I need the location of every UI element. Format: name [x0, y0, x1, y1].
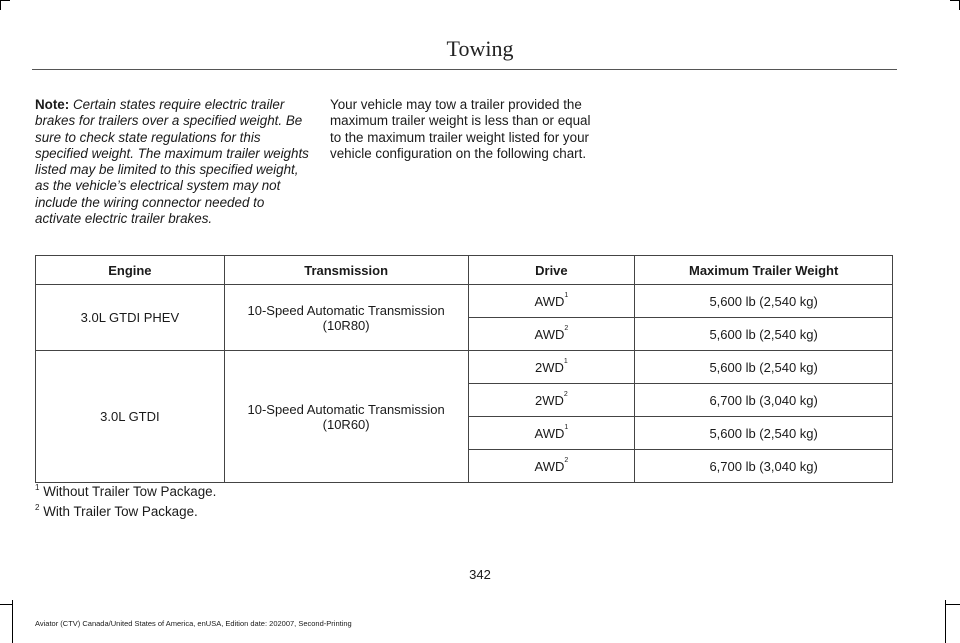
- drive-value: AWD: [534, 458, 565, 474]
- engine-cell: 3.0L GTDI PHEV: [36, 285, 225, 351]
- footnote-marker: 2: [35, 503, 40, 512]
- drive-value: AWD: [534, 425, 565, 441]
- transmission-cell: 10-Speed Automatic Transmission (10R60): [224, 351, 468, 483]
- weight-cell: 5,600 lb (2,540 kg): [635, 351, 893, 384]
- header-transmission: Transmission: [224, 256, 468, 285]
- footnote-marker: 1: [35, 483, 40, 492]
- footer-edition-text: Aviator (CTV) Canada/United States of America, enUSA, Edition date: 202007, Second-Printing: [35, 619, 352, 628]
- header-max-trailer-weight: Maximum Trailer Weight: [635, 256, 893, 285]
- drive-cell: [468, 417, 635, 450]
- header-engine: Engine: [36, 256, 225, 285]
- note-text: Certain states require electric trailer brakes for trailers over a specified weight. Be sure to check state regulations for this specified weight. The maximum trailer weights listed may be limited to this specified weight, as the vehicle’s electrical system may not include the wiring connector needed to activate electric trailer brakes.: [35, 97, 309, 227]
- weight-cell: 5,600 lb (2,540 kg): [635, 417, 893, 450]
- footnote-1: [35, 484, 216, 499]
- footnote-2: [35, 504, 198, 519]
- engine-cell: 3.0L GTDI: [36, 351, 225, 483]
- drive-cell: [468, 351, 635, 384]
- trailer-weight-table: [35, 255, 893, 483]
- table-row: [36, 285, 893, 318]
- transmission-cell: 10-Speed Automatic Transmission (10R80): [224, 285, 468, 351]
- crop-mark: [946, 604, 960, 605]
- crop-mark: [0, 0, 1, 10]
- footnote-marker: 2: [564, 324, 569, 332]
- drive-value: 2WD: [534, 359, 564, 375]
- header-divider: [32, 69, 897, 70]
- weight-cell: 5,600 lb (2,540 kg): [635, 285, 893, 318]
- table-row: [36, 351, 893, 384]
- drive-cell: [468, 285, 635, 318]
- weight-cell: 5,600 lb (2,540 kg): [635, 318, 893, 351]
- footnote-text: With Trailer Tow Package.: [43, 504, 198, 519]
- footnote-marker: 2: [564, 456, 569, 464]
- note-paragraph: [35, 97, 310, 227]
- page-header-title: Towing: [446, 36, 514, 61]
- drive-cell: [468, 384, 635, 417]
- drive-value: AWD: [534, 326, 565, 342]
- header-drive: Drive: [468, 256, 635, 285]
- drive-cell: [468, 450, 635, 483]
- crop-mark: [950, 0, 960, 1]
- footnote-marker: 2: [563, 390, 568, 398]
- weight-cell: 6,700 lb (3,040 kg): [635, 450, 893, 483]
- note-label: Note:: [35, 97, 70, 112]
- footnote-marker: 1: [564, 291, 569, 299]
- weight-cell: 6,700 lb (3,040 kg): [635, 384, 893, 417]
- table-header-row: [36, 256, 893, 285]
- crop-mark: [0, 604, 12, 605]
- drive-value: 2WD: [534, 392, 564, 408]
- crop-mark: [12, 600, 13, 643]
- page-number: 342: [469, 567, 491, 582]
- footnote-marker: 1: [563, 357, 568, 365]
- drive-value: AWD: [534, 293, 565, 309]
- towing-intro-paragraph: Your vehicle may tow a trailer provided the maximum trailer weight is less than or equal to the maximum trailer weight listed for your vehicle configuration on the following chart.: [330, 97, 591, 161]
- footnote-text: Without Trailer Tow Package.: [43, 484, 217, 499]
- drive-cell: [468, 318, 635, 351]
- crop-mark: [0, 0, 10, 1]
- footnote-marker: 1: [564, 423, 569, 431]
- crop-mark: [945, 600, 946, 643]
